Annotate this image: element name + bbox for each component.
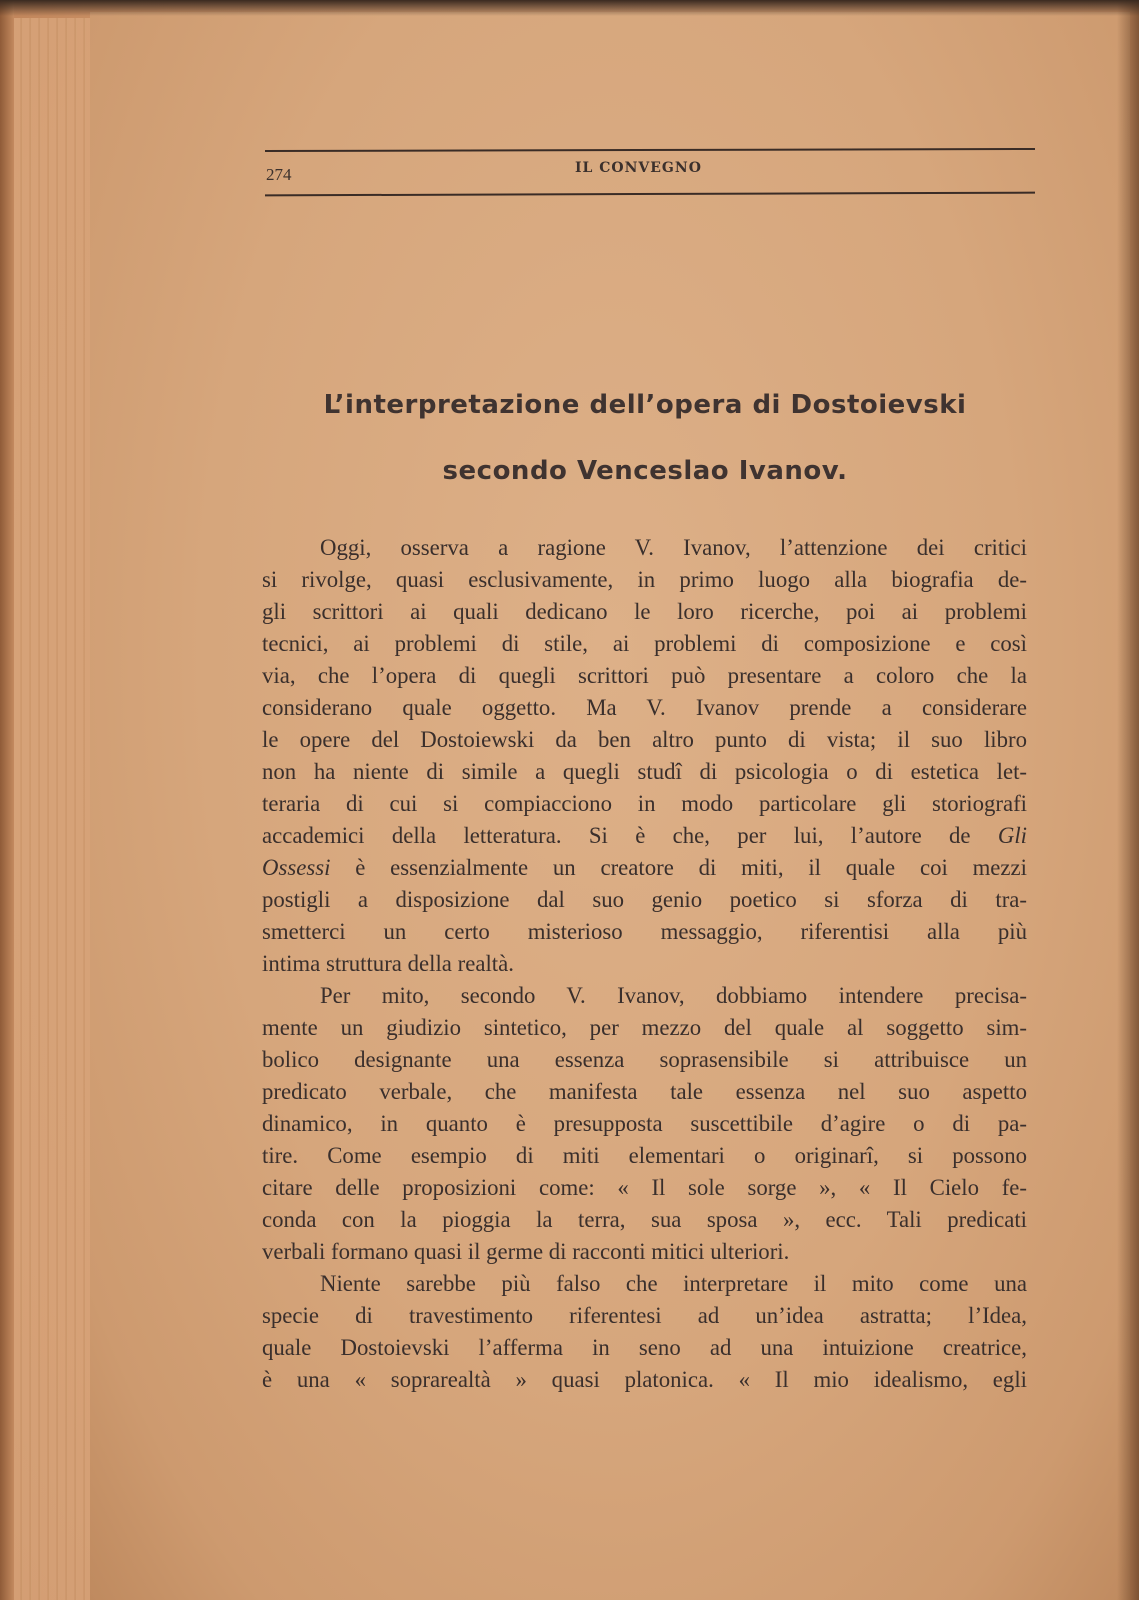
book-title-italic: Gli <box>997 823 1027 848</box>
text-line: considerano quale oggetto. Ma V. Ivanov prende a considerare <box>262 695 1027 720</box>
text-line: tire. Come esempio di miti elementari o originarî, si possono <box>262 1143 1027 1168</box>
text-line: bolico designante una essenza soprasensibile si attribuisce un <box>262 1047 1027 1072</box>
page-stack-edges <box>14 18 94 1600</box>
text-line: specie di travestimento riferentesi ad un’idea astratta; l’Idea, <box>262 1303 1027 1328</box>
text-line: postigli a disposizione dal suo genio poetico si sforza di tra- <box>262 887 1027 912</box>
text-line: non ha niente di simile a quegli studî di psicologia o di estetica let- <box>262 759 1027 784</box>
running-head: IL CONVEGNO <box>575 160 702 176</box>
page-top-shadow <box>0 0 1139 16</box>
text-line: intima struttura della realtà. <box>262 951 514 976</box>
text-line: smetterci un certo misterioso messaggio, riferentisi alla più <box>262 919 1027 944</box>
text-line: dinamico, in quanto è presupposta suscettibile d’agire o di pa- <box>262 1111 1027 1136</box>
text-line: tecnici, ai problemi di stile, ai problemi di composizione e così <box>262 631 1027 656</box>
book-title-italic: Ossessi <box>262 855 331 880</box>
text-line: Oggi, osserva a ragione V. Ivanov, l’attenzione dei critici <box>320 535 1027 560</box>
text-line: gli scrittori ai quali dedicano le loro ricerche, poi ai problemi <box>262 599 1027 624</box>
text-line: via, che l’opera di quegli scrittori può presentare a coloro che la <box>262 663 1027 688</box>
text-line: verbali formano quasi il germe di racconti mitici ulteriori. <box>262 1239 790 1264</box>
text-line: conda con la pioggia la terra, sua sposa », ecc. Tali predicati <box>262 1207 1027 1232</box>
text-line: teraria di cui si compiacciono in modo particolare gli storiografi <box>262 791 1027 816</box>
page-right-shadow <box>1117 0 1139 1600</box>
text-line-with-italic <box>262 852 1027 884</box>
text-line: le opere del Dostoiewski da ben altro punto di vista; il suo libro <box>262 727 1027 752</box>
text-line-with-italic <box>262 820 1027 852</box>
page-number: 274 <box>266 165 292 184</box>
article-body <box>262 532 1027 1396</box>
text-segment: è essenzialmente un creatore di miti, il quale coi mezzi <box>355 855 1027 880</box>
book-binding-edge <box>0 0 14 1600</box>
text-line: quale Dostoievski l’afferma in seno ad una intuizione creatrice, <box>262 1335 1027 1360</box>
text-line: è una « soprarealtà » quasi platonica. « Il mio idealismo, egli <box>262 1367 1027 1392</box>
title-line-2: secondo Venceslao Ivanov. <box>442 456 848 486</box>
text-line: citare delle proposizioni come: « Il sole sorge », « Il Cielo fe- <box>262 1175 1027 1200</box>
text-segment: accademici della letteratura. Si è che, per lui, l’autore de <box>262 823 971 848</box>
text-line: Per mito, secondo V. Ivanov, dobbiamo intendere precisa- <box>320 983 1027 1008</box>
article-title <box>260 372 1030 504</box>
text-line: mente un giudizio sintetico, per mezzo del quale al soggetto sim- <box>262 1015 1027 1040</box>
title-line-1: L’interpretazione dell’opera di Dostoievski <box>323 390 967 420</box>
text-line: predicato verbale, che manifesta tale essenza nel suo aspetto <box>262 1079 1027 1104</box>
text-line: si rivolge, quasi esclusivamente, in primo luogo alla biografia de- <box>262 567 1027 592</box>
text-line: Niente sarebbe più falso che interpretare il mito come una <box>320 1271 1027 1296</box>
